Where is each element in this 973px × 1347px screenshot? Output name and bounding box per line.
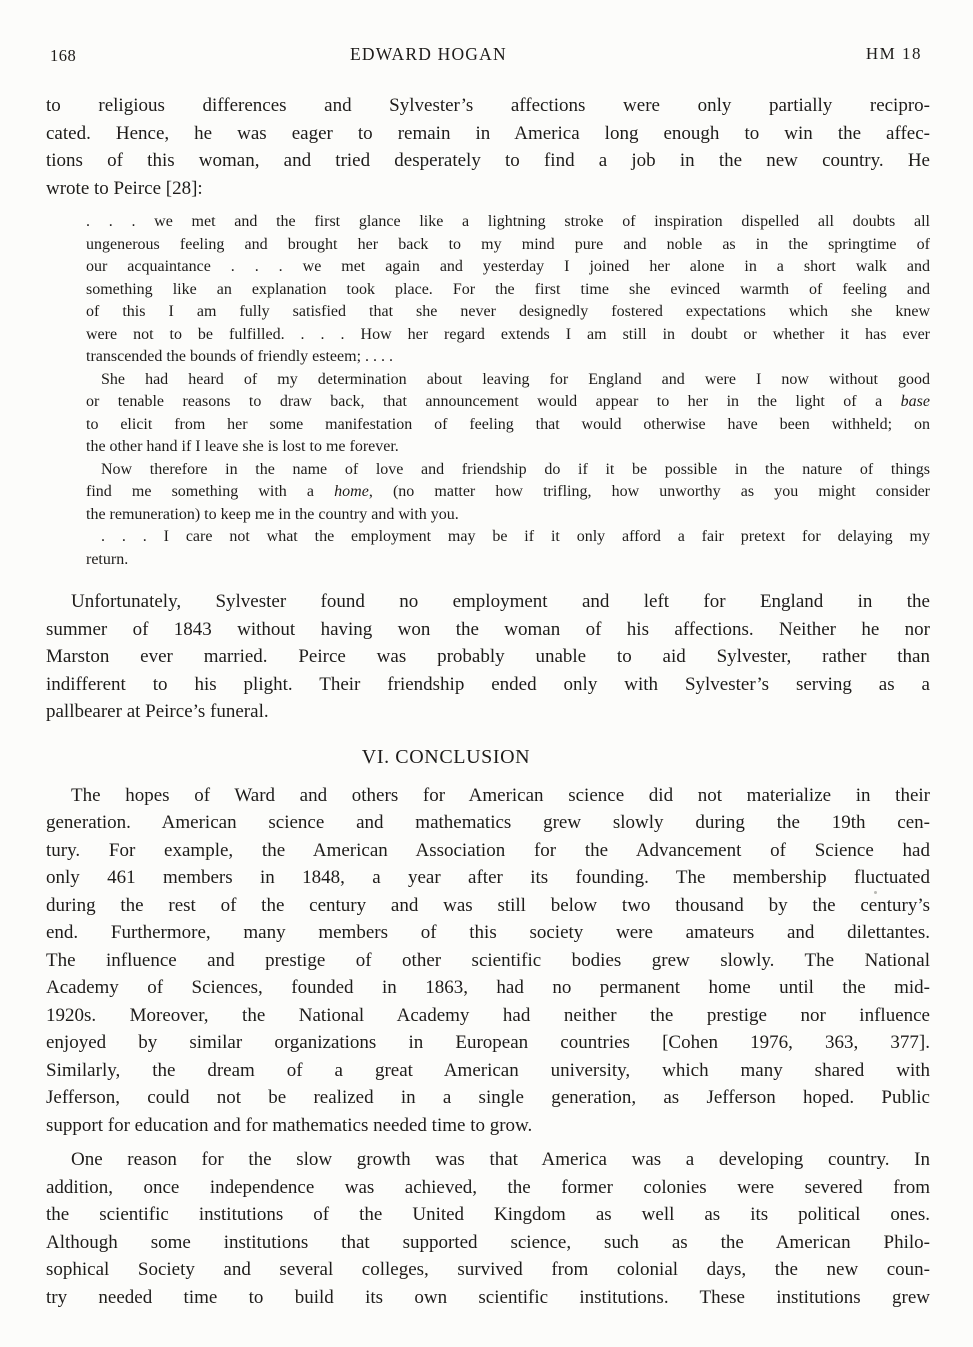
text-line bbox=[86, 414, 930, 437]
text-segment: She had heard of my determination about leaving for England and were I now without good bbox=[101, 370, 930, 388]
text-segment: 1920s. Moreover, the National Academy had neither the prestige nor influence bbox=[46, 1004, 930, 1026]
text-segment: try needed time to build its own scientific institutions. These institutions grew bbox=[46, 1286, 930, 1308]
text-line bbox=[86, 526, 930, 549]
text-line bbox=[86, 459, 930, 482]
text-line bbox=[46, 809, 930, 837]
text-segment: support for education and for mathematics needed time to grow. bbox=[46, 1114, 533, 1136]
text-segment: find me something with a bbox=[86, 483, 335, 500]
text-line bbox=[46, 1229, 930, 1257]
text-segment: something like an explanation took place. For the first time she evinced warmth of feeling and bbox=[86, 280, 930, 298]
text-line bbox=[46, 1256, 930, 1284]
text-line bbox=[86, 504, 930, 527]
text-line bbox=[46, 1284, 930, 1312]
text-segment: only 461 members in 1848, a year after its founding. The membership fluctuated bbox=[46, 867, 930, 888]
quote-paragraph-4 bbox=[86, 526, 930, 571]
text-line bbox=[46, 1146, 930, 1174]
text-line bbox=[46, 147, 930, 175]
text-line bbox=[46, 1002, 930, 1030]
text-segment: summer of 1843 without having won the woman of his affections. Neither he nor bbox=[46, 618, 930, 640]
text-line bbox=[86, 346, 930, 369]
scan-speck bbox=[874, 891, 877, 894]
aftermath-paragraph bbox=[46, 588, 930, 726]
page-header bbox=[46, 44, 930, 68]
text-segment: transcended the bounds of friendly esteem; . . . . bbox=[86, 348, 394, 365]
text-line bbox=[46, 782, 930, 810]
text-line bbox=[46, 120, 930, 148]
quote-paragraph-3 bbox=[86, 459, 930, 527]
text-line bbox=[86, 256, 930, 279]
text-segment: indifferent to his plight. Their friendship ended only with Sylvester’s serving as a bbox=[46, 673, 930, 695]
page-number: 168 bbox=[50, 46, 77, 65]
text-segment: tury. For example, the American Association for the Advancement of Science had bbox=[46, 839, 930, 861]
text-segment: cated. Hence, he was eager to remain in America long enough to win the affec- bbox=[46, 122, 930, 144]
text-segment: Jefferson, could not be realized in a single generation, as Jefferson hoped. Public bbox=[46, 1087, 930, 1108]
text-line bbox=[46, 175, 930, 203]
text-segment: . . . we met and the first glance like a lightning stroke of inspiration dispelled all doubts all bbox=[86, 213, 930, 230]
text-segment: the other hand if I leave she is lost to me forever. bbox=[86, 438, 399, 455]
text-line bbox=[46, 837, 930, 865]
text-segment: One reason for the slow growth was that America was a developing country. In bbox=[71, 1149, 930, 1170]
text-line bbox=[46, 1201, 930, 1229]
text-segment: the remuneration) to keep me in the country and with you. bbox=[86, 505, 459, 523]
text-line bbox=[46, 698, 930, 726]
text-line bbox=[46, 588, 930, 616]
text-segment: pallbearer at Peirce’s funeral. bbox=[46, 701, 269, 722]
text-segment: of this I am fully satisfied that she never designedly fostered expectations which she knew bbox=[86, 303, 930, 320]
text-line bbox=[86, 301, 930, 324]
text-line bbox=[46, 864, 930, 892]
text-line bbox=[46, 643, 930, 671]
text-line bbox=[86, 279, 930, 302]
italic-text: base bbox=[900, 393, 930, 410]
text-segment: Similarly, the dream of a great American university, which many shared with bbox=[46, 1059, 930, 1081]
text-line bbox=[46, 947, 930, 975]
text-segment: sophical Society and several colleges, survived from colonial days, the new coun- bbox=[46, 1259, 930, 1280]
text-line bbox=[46, 92, 930, 120]
text-segment: . . . I care not what the employment may be if it only afford a fair pretext for delaying my bbox=[101, 528, 930, 545]
text-line bbox=[46, 616, 930, 644]
text-segment: The influence and prestige of other scientific bodies grew slowly. The National bbox=[46, 949, 930, 971]
text-line bbox=[46, 1057, 930, 1085]
text-line bbox=[46, 671, 930, 699]
section-heading: VI. CONCLUSION bbox=[361, 745, 531, 768]
text-segment: to elicit from her some manifestation of feeling that would otherwise have been withheld; on bbox=[86, 415, 930, 433]
text-line bbox=[86, 324, 930, 347]
text-line bbox=[86, 436, 930, 459]
text-segment: were not to be fulfilled. . . . How her regard extends I am still in doubt or whether it has ever bbox=[86, 325, 930, 343]
text-segment: Academy of Sciences, founded in 1863, had no permanent home until the mid- bbox=[46, 977, 930, 998]
text-line bbox=[46, 974, 930, 1002]
text-line bbox=[86, 549, 930, 572]
text-line bbox=[46, 1174, 930, 1202]
text-line bbox=[46, 1029, 930, 1057]
text-segment: wrote to Peirce [28]: bbox=[46, 177, 203, 199]
text-line bbox=[86, 211, 930, 234]
conclusion-paragraph-2 bbox=[46, 1146, 930, 1311]
text-line bbox=[46, 919, 930, 947]
letter-quote bbox=[86, 211, 930, 571]
text-line bbox=[86, 391, 930, 414]
text-segment: return. bbox=[86, 550, 129, 568]
quote-paragraph-2 bbox=[86, 369, 930, 459]
text-segment: end. Furthermore, many members of this society were amateurs and dilettantes. bbox=[46, 922, 930, 943]
text-segment: generation. American science and mathematics grew slowly during the 19th cen- bbox=[46, 812, 930, 833]
text-line bbox=[86, 369, 930, 392]
text-segment: to religious differences and Sylvester’s affections were only partially recipro- bbox=[46, 95, 930, 116]
text-segment: our acquaintance . . . we met again and yesterday I joined her alone in a short walk and bbox=[86, 258, 930, 275]
text-segment: , (no matter how trifling, how unworthy as you might consider bbox=[368, 483, 930, 500]
text-segment: Marston ever married. Peirce was probably unable to aid Sylvester, rather than bbox=[46, 646, 930, 667]
text-segment: tions of this woman, and tried desperately to find a job in the new country. He bbox=[46, 150, 930, 171]
text-segment: or tenable reasons to draw back, that announcement would appear to her in the light of a bbox=[86, 393, 901, 410]
italic-text: home bbox=[334, 483, 369, 500]
text-segment: Now therefore in the name of love and friendship do if it be possible in the nature of things bbox=[101, 460, 930, 478]
text-line bbox=[46, 892, 930, 920]
conclusion-paragraph-1 bbox=[46, 782, 930, 1140]
text-segment: the scientific institutions of the United Kingdom as well as its political ones. bbox=[46, 1204, 930, 1225]
text-line bbox=[46, 1084, 930, 1112]
text-segment: enjoyed by similar organizations in European countries [Cohen 1976, 363, 377]. bbox=[46, 1032, 930, 1053]
text-segment: ungenerous feeling and brought her back to my mind pure and noble as in the springtime of bbox=[86, 235, 930, 253]
quote-paragraph-1 bbox=[86, 211, 930, 369]
text-segment: Unfortunately, Sylvester found no employment and left for England in the bbox=[71, 591, 930, 612]
running-title: EDWARD HOGAN bbox=[350, 44, 507, 64]
text-segment: Although some institutions that supported science, such as the American Philo- bbox=[46, 1231, 930, 1253]
text-segment: The hopes of Ward and others for American science did not materialize in their bbox=[71, 784, 930, 806]
text-segment: addition, once independence was achieved, the former colonies were severed from bbox=[46, 1176, 930, 1198]
text-line bbox=[86, 234, 930, 257]
journal-ref: HM 18 bbox=[865, 44, 922, 63]
text-segment: during the rest of the century and was still below two thousand by the century’s bbox=[46, 894, 930, 916]
text-line bbox=[46, 1112, 930, 1140]
intro-paragraph bbox=[46, 92, 930, 202]
text-line bbox=[86, 481, 930, 504]
